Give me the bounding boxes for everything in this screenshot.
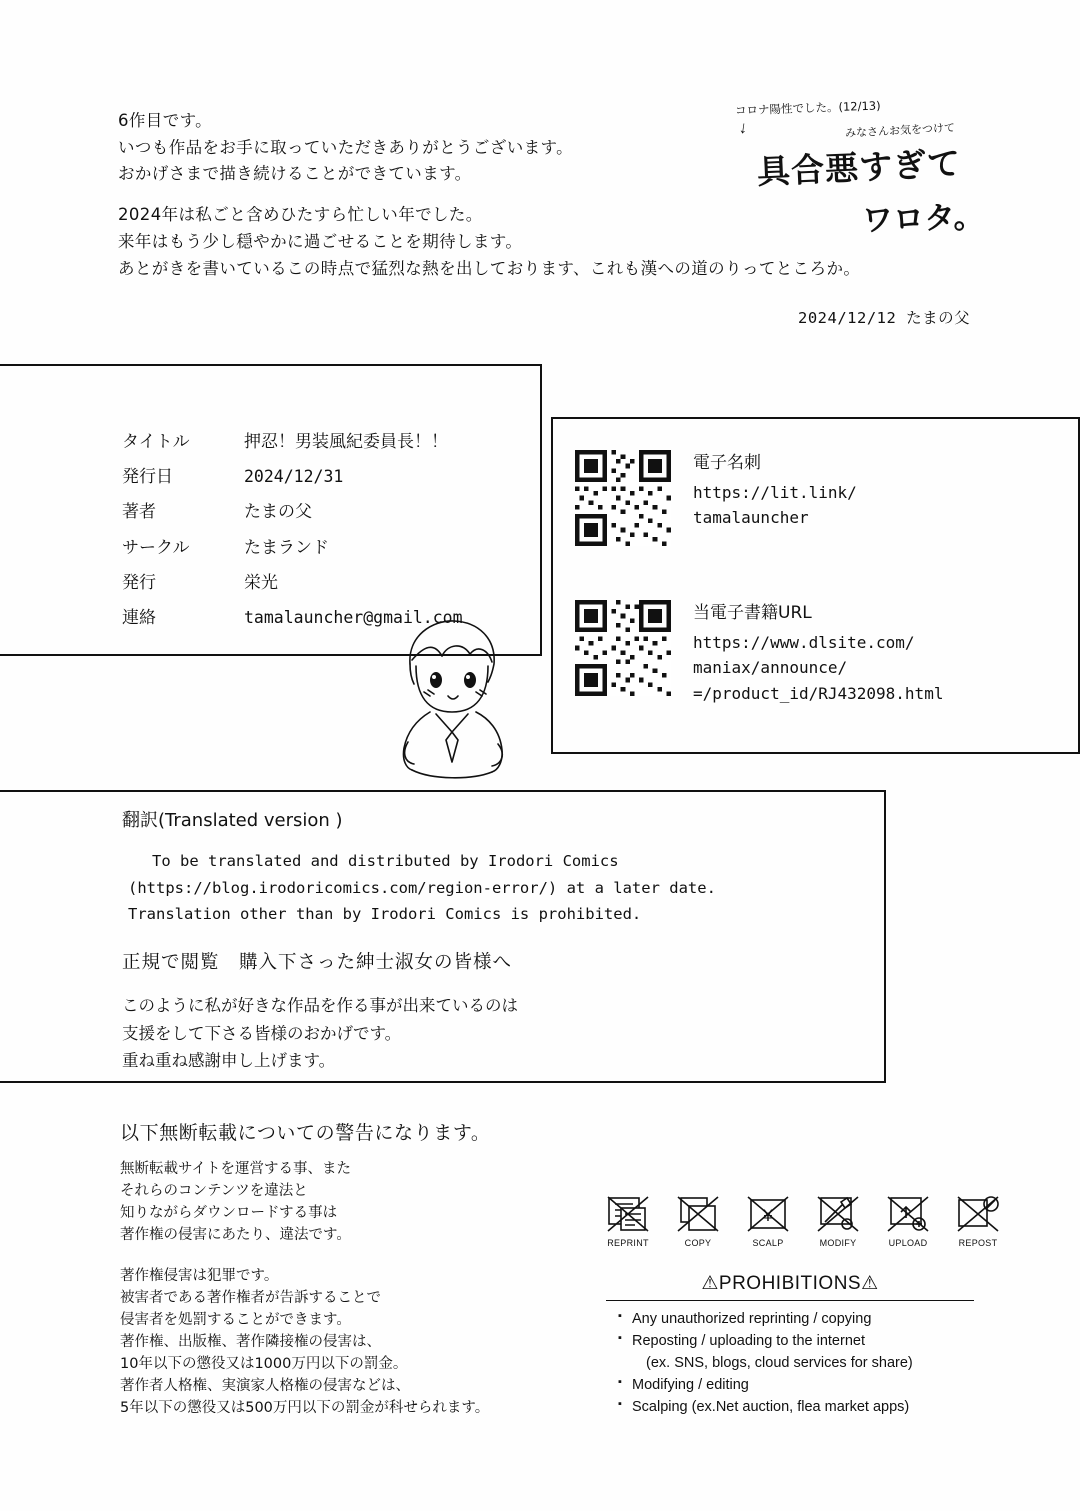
afterword-line: 2024年は私ごと含めひたすら忙しい年でした。 (118, 205, 483, 225)
signature-date: 2024/12/12 たまの父 (798, 309, 971, 327)
warning-line: 知りながらダウンロードする事は (120, 1205, 338, 1222)
prohibition-caption: COPY (684, 1238, 712, 1248)
no-upload-icon (883, 1192, 933, 1236)
colophon-label: サークル (122, 537, 190, 558)
colophon-label: 発行 (122, 572, 156, 593)
prohibition-list-item (618, 1330, 1018, 1374)
warning-line: 無断転載サイトを運営する事、また (120, 1161, 351, 1177)
warning-line: それらのコンテンツを違法と (120, 1183, 308, 1200)
no-scalp-icon (743, 1192, 793, 1236)
handwritten-title-line1: 具合悪すぎて (756, 143, 962, 192)
warning-line: 著作権侵害は犯罪です。 (120, 1268, 279, 1284)
colophon-label: 著者 (122, 502, 156, 523)
warning-line: 著作権、出版権、著作隣接権の侵害は、 (120, 1334, 381, 1351)
character-doodle (372, 612, 532, 782)
warning-line: 10年以下の懲役又は1000万円以下の罰金。 (120, 1356, 408, 1373)
no-reprint-icon (603, 1192, 653, 1236)
warning-line: 被害者である著作権者が告訴することで (120, 1290, 381, 1307)
colophon-row (122, 425, 463, 460)
qr-url-line: https://lit.link/ (693, 482, 857, 502)
translation-line: (https://blog.irodoricomics.com/region-error/) at a later date. (128, 878, 716, 897)
handwritten-note-care: みなさんお気をつけて (844, 121, 956, 140)
qr-code-icon (575, 600, 671, 696)
colophon-row (122, 495, 463, 530)
afterword-line: おかげさまで描き続けることができています。 (118, 164, 472, 184)
warning-line: 著作権の侵害にあたり、違法です。 (120, 1227, 351, 1244)
prohibition-item (600, 1192, 656, 1248)
prohibition-caption: UPLOAD (888, 1238, 928, 1248)
no-repost-icon (953, 1192, 1003, 1236)
thanks-line: 重ね重ね感謝申し上げます。 (122, 1051, 336, 1071)
qr-url-line: https://www.dlsite.com/ (693, 632, 915, 652)
qr-heading: 電子名刺 (693, 453, 761, 473)
qr-heading: 当電子書籍URL (693, 603, 812, 623)
warning-line: 5年以下の懲役又は500万円以下の罰金が科せられます。 (120, 1400, 490, 1417)
handwritten-note-covid: コロナ陽性でした。(12/13) (734, 98, 881, 118)
colophon-value: 押忍！男装風紀委員長！！ (244, 432, 448, 452)
afterword-line: いつも作品をお手に取っていただきありがとうございます。 (118, 137, 573, 157)
prohibition-caption: REPRINT (607, 1238, 649, 1248)
warning-line: 侵害者を処罰することができます。 (120, 1312, 351, 1329)
qr-caption (693, 600, 943, 707)
warning-paragraph-2 (120, 1265, 489, 1419)
prohibitions-heading: ⚠PROHIBITIONS⚠ (701, 1273, 879, 1294)
warning-title: 以下無断転載についての警告になります。 (120, 1122, 491, 1144)
prohibition-caption: REPOST (958, 1238, 998, 1248)
colophon-row (122, 531, 463, 566)
qr-url-line: maniax/announce/ (693, 658, 848, 678)
colophon-row (122, 460, 463, 495)
prohibition-list-item (618, 1396, 1018, 1418)
colophon-value: tamalauncher@gmail.com (244, 607, 463, 627)
prohibitions-divider (606, 1300, 974, 1301)
colophon-value: 2024/12/31 (244, 467, 344, 487)
prohibition-caption: MODIFY (819, 1238, 857, 1248)
colophon-value: たまの父 (244, 502, 312, 523)
handwritten-title-line2: ワロタ。 (861, 198, 985, 240)
colophon-value: たまランド (244, 537, 329, 558)
prohibition-text: Any unauthorized reprinting / copying (632, 1311, 872, 1327)
colophon-table (122, 425, 463, 636)
translation-line: Translation other than by Irodori Comics is prohibited. (128, 905, 642, 924)
qr-entry-ebook-url (575, 600, 943, 707)
prohibitions-list (618, 1308, 1018, 1418)
qr-entry-business-card (575, 450, 857, 546)
prohibition-text: Reposting / uploading to the internet (632, 1333, 865, 1350)
prohibition-item (880, 1192, 936, 1248)
colophon-label: タイトル (122, 432, 190, 452)
prohibition-item (950, 1192, 1006, 1248)
prohibition-item (740, 1192, 796, 1248)
qr-caption (693, 450, 857, 531)
thanks-line: 支援をして下さる皆様のおかげです。 (122, 1023, 402, 1043)
prohibition-list-item (618, 1308, 1018, 1330)
qr-url-line: tamalauncher (693, 508, 809, 528)
translation-thanks (122, 992, 518, 1075)
prohibition-item (810, 1192, 866, 1248)
no-modify-icon (813, 1192, 863, 1236)
translation-title: 翻訳(Translated version ) (122, 810, 343, 831)
prohibition-list-item (618, 1374, 1018, 1396)
colophon-label: 発行日 (122, 467, 173, 488)
afterword-line: あとがきを書いているこの時点で猛烈な熱を出しております、これも漢への道のりってところか。 (118, 258, 861, 278)
qr-url-line: =/product_id/RJ432098.html (693, 684, 944, 704)
afterword-line: 来年はもう少し穏やかに過ごせることを期待します。 (118, 231, 523, 251)
translation-subtitle: 正規で閲覧 購入下さった紳士淑女の皆様へ (122, 952, 513, 973)
translation-line: To be translated and distributed by Irodori Comics (152, 852, 619, 870)
no-copy-icon (673, 1192, 723, 1236)
afterword-line: 6作目です。 (118, 111, 213, 130)
thanks-line: このように私が好きな作品を作る事が出来ているのは (122, 996, 518, 1015)
prohibition-icon-row (600, 1192, 1006, 1248)
qr-code-icon (575, 450, 671, 546)
arrow-icon: ↓ (737, 117, 749, 138)
svg-text:¥: ¥ (763, 1206, 773, 1225)
warning-line: 著作者人格権、実演家人格権の侵害などは、 (120, 1378, 410, 1395)
prohibition-caption: SCALP (752, 1238, 784, 1248)
prohibition-text: Modifying / editing (632, 1377, 749, 1394)
prohibition-subtext: (ex. SNS, blogs, cloud services for share) (646, 1355, 913, 1372)
colophon-row (122, 566, 463, 601)
colophon-value: 栄光 (244, 572, 278, 593)
prohibition-text: Scalping (ex.Net auction, flea market apps) (632, 1399, 910, 1416)
warning-paragraph-1 (120, 1158, 351, 1246)
colophon-label: 連絡 (122, 607, 156, 628)
prohibition-item (670, 1192, 726, 1248)
translation-body (128, 848, 868, 928)
